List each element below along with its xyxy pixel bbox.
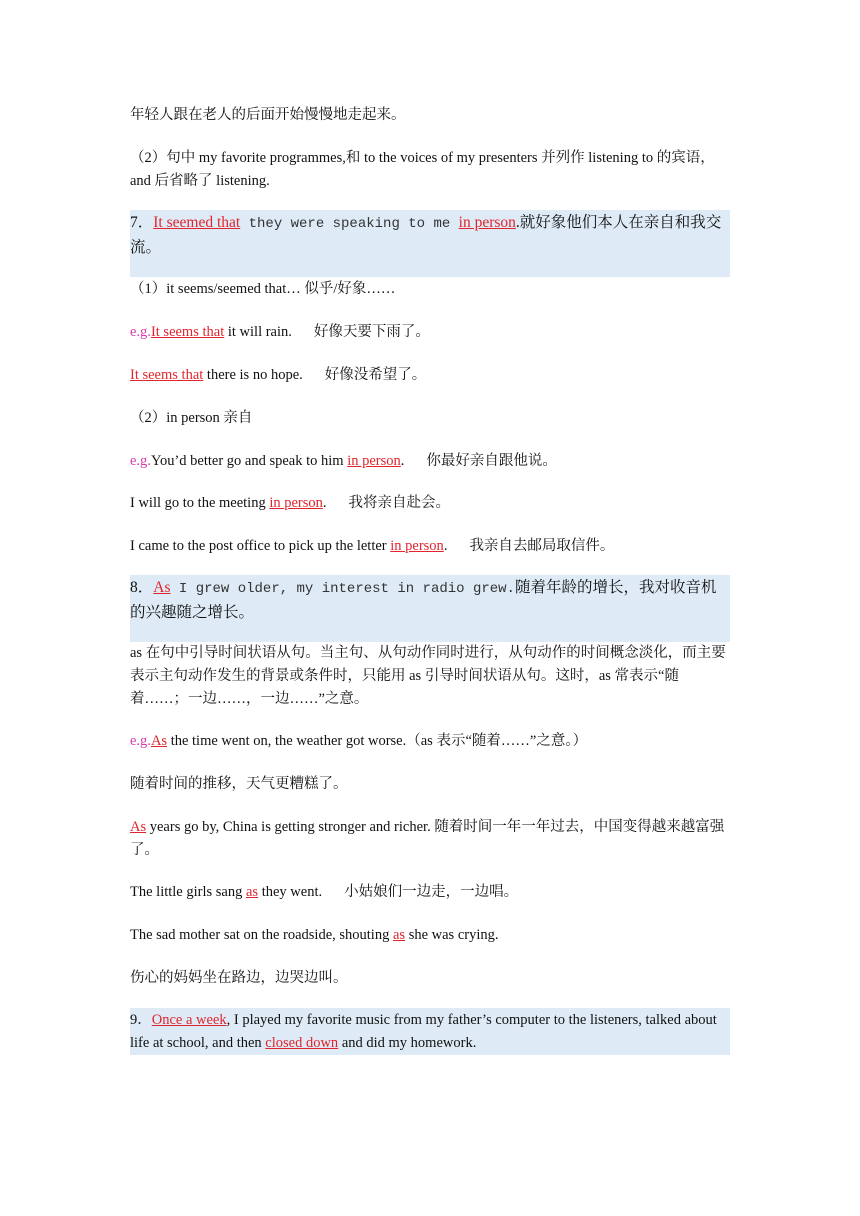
item-7-mid: they were speaking to me [240, 216, 459, 232]
example-7-phrase: As [130, 819, 147, 835]
item-8-highlight [130, 575, 730, 642]
example-3 [130, 450, 730, 473]
example-9-post: she was crying. [405, 927, 499, 943]
example-6 [130, 730, 730, 753]
example-2-phrase: It seems that [130, 367, 204, 383]
example-7-rest: years go by, China is getting stronger and richer. 随着时间一年一年过去，中国变得越来越富强了。 [130, 819, 725, 858]
example-3-translation: 你最好亲自跟他说。 [426, 453, 557, 469]
example-3-phrase: in person [347, 453, 401, 469]
example-5-post: . [443, 538, 448, 554]
example-2-rest: there is no hope. [203, 367, 303, 383]
item-7-note-1: （1）it seems/seemed that… 似乎/好象…… [130, 281, 396, 297]
item-7-translation: .就好象他们本人在亲自和我交流。 [130, 214, 722, 256]
example-8-translation: 小姑娘们一边走，一边唱。 [344, 884, 519, 900]
example-5-pre: I came to the post office to pick up the letter [130, 538, 391, 554]
example-8-pre: The little girls sang [130, 884, 246, 900]
item-9-number: 9． [130, 1012, 152, 1028]
example-4-phrase: in person [269, 495, 323, 511]
intro-translation: 年轻人跟在老人的后面开始慢慢地走起来。 [130, 107, 406, 123]
item-7-phrase-2: in person [458, 214, 516, 231]
item-9-phrase-1: Once a week [151, 1012, 227, 1028]
item-8-note: as 在句中引导时间状语从句。当主句、从句动作同时进行，从句动作的时间概念淡化，而主要表示主句动作发生的背景或条件时，只能用 as 引导时间状语从句。这时，as 常表示“随着……；一边……，一边……”之意。 [130, 645, 726, 707]
example-4-translation: 我将亲自赴会。 [348, 495, 451, 511]
example-8-phrase: as [245, 884, 259, 900]
example-5-phrase: in person [390, 538, 444, 554]
example-7 [130, 816, 730, 862]
example-3-post: . [400, 453, 405, 469]
item-9-post: and did my homework. [338, 1035, 477, 1051]
item-8-mid: I grew older, my interest in radio grew. [170, 581, 515, 597]
eg-label: e.g. [130, 453, 151, 469]
item-7-highlight [130, 210, 730, 277]
example-9-translation: 伤心的妈妈坐在路边，边哭边叫。 [130, 970, 348, 986]
eg-label: e.g. [130, 324, 151, 340]
item-7-phrase-1: It seemed that [153, 214, 241, 231]
item-8-translation: 随着年龄的增长，我对收音机的兴趣随之增长。 [130, 579, 717, 621]
example-9-pre: The sad mother sat on the roadside, shouting [130, 927, 393, 943]
item-8-number: 8． [130, 579, 154, 596]
example-1-phrase: It seems that [150, 324, 225, 340]
item-7-note-2: （2）in person 亲自 [130, 410, 253, 426]
example-8-post: they went. [258, 884, 323, 900]
example-5-translation: 我亲自去邮局取信件。 [469, 538, 615, 554]
example-4-pre: I will go to the meeting [130, 495, 270, 511]
example-4 [130, 492, 730, 515]
item-9-phrase-2: closed down [265, 1035, 339, 1051]
example-4-post: . [322, 495, 327, 511]
eg-label: e.g. [130, 733, 151, 749]
item-8-phrase: As [153, 579, 171, 596]
example-2 [130, 364, 730, 387]
item-9-mid: , I played my favorite music from my father’s computer to the listeners, talked about life at school, and then [130, 1012, 717, 1051]
item-9-highlight [130, 1008, 730, 1055]
example-3-pre: You’d better go and speak to him [150, 453, 348, 469]
example-6-rest: the time went on, the weather got worse.（as 表示“随着……”之意。） [167, 733, 588, 749]
example-8 [130, 881, 730, 904]
item-7-number: 7． [130, 214, 154, 231]
example-9-phrase: as [392, 927, 406, 943]
note-2: （2）句中 my favorite programmes,和 to the voices of my presenters 并列作 listening to 的宾语，and 后省略了 listening. [130, 150, 715, 189]
example-1-rest: it will rain. [224, 324, 292, 340]
example-2-translation: 好像没希望了。 [324, 367, 427, 383]
example-9 [130, 924, 730, 947]
example-1 [130, 321, 730, 344]
example-6-translation: 随着时间的推移，天气更糟糕了。 [130, 776, 348, 792]
example-1-translation: 好像天要下雨了。 [313, 324, 430, 340]
example-5 [130, 535, 730, 558]
example-6-phrase: As [150, 733, 168, 749]
